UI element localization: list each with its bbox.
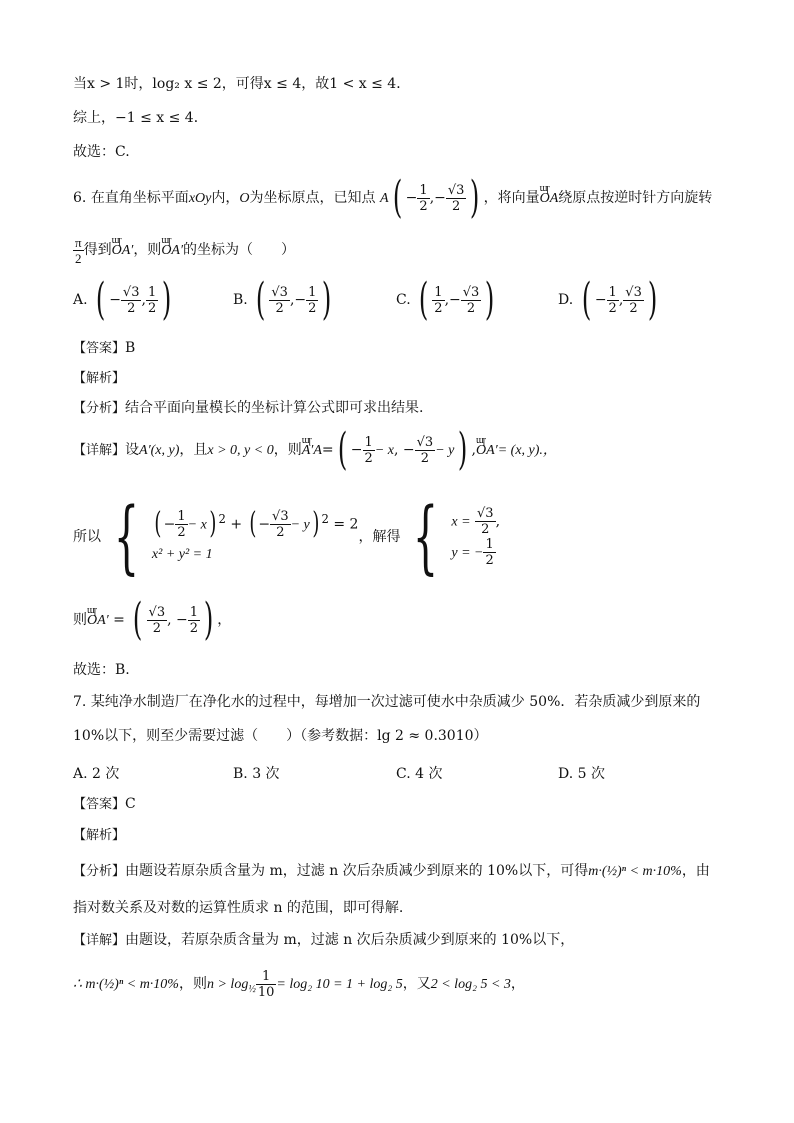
q7-xiangjie-tag: 【详解】 [73, 933, 126, 948]
option-x-frac: $\frac{1}{2}$ [434, 284, 443, 316]
q6-solve-label: ，解得 [358, 529, 401, 545]
q6-point-a-close-paren: ) [470, 172, 480, 223]
q7-analysis-tag: 【解析】 [73, 828, 126, 843]
q7-fenxi-1a: 由题设若原杂质含量为 m，过滤 n 次后杂质减少到原来的 10%以下，可得 [125, 863, 589, 879]
q7-answer-value: C [125, 796, 136, 812]
q6-stem-f: 得到 [83, 242, 112, 258]
q6-sol-x: x = [451, 514, 471, 529]
q6-system-1: ( − $\frac{1}{2}$ − x) $^2$ + ( − $\frac{√3}{2}$ − y) $^2$ = 2 x² + y² = 1 [152, 504, 359, 571]
q6-xiangjie-tag: 【详解】 [73, 443, 126, 458]
q6-oa-prime-eq: = (x, y).， [497, 443, 557, 458]
q7-detail-2e: ，又 [402, 976, 431, 992]
q7-stem-line-2: 10%以下，则至少需要过滤（ ）（参考数据：lg 2 ≈ 0.3010） [73, 728, 488, 744]
q6-result-line: 则ɯɼ OA′ = ( $\frac{√3}{2}$ , − $\frac{1}{2}$ ) ， [73, 598, 231, 643]
q6-system-brace-2: { [413, 490, 439, 583]
q6-final-line: 故选：B. [73, 662, 130, 678]
q6-answer-value: B [125, 340, 136, 356]
q7-detail-2a: ∴ m·(½)ⁿ < m·10% [73, 977, 179, 992]
q6-detail-c: ，则 [273, 442, 302, 458]
q7-analysis-line [73, 825, 125, 846]
q6-vector-oa-prime-2: ɯɼ OA′ [161, 231, 183, 271]
q6-option-c-label: C. [396, 292, 411, 308]
q6-stem-line-2 [73, 230, 295, 271]
q6-solution-system: x = $\frac{√3}{2}$ , y = − $\frac{1}{2}$ [451, 505, 501, 568]
q6-detail-b: ，且 [179, 442, 208, 458]
q7-detail-1: 由题设，若原杂质含量为 m，过滤 n 次后杂质减少到原来的 10%以下， [125, 932, 575, 948]
q7-fenxi-1b: ，由 [681, 863, 710, 879]
q6-result-tail: ， [217, 612, 232, 628]
q6-eq-line-2: x² + y² = 1 [151, 547, 213, 563]
q6-stem-a: 在直角坐标平面 [90, 190, 189, 206]
q6-detail-system-line [73, 490, 501, 583]
option-x-sign: − [109, 292, 121, 308]
q6-stem-d: ，将向量 [483, 190, 540, 206]
q7-detail-2g: ， [510, 976, 525, 992]
q6-origin-o: O [239, 191, 250, 206]
q7-detail-line-1 [73, 930, 574, 951]
q6-vector-aa: ɯɼ A′A [302, 429, 322, 473]
q6-xoy: xOy [188, 191, 212, 206]
q6-stem-b: 内， [211, 190, 240, 206]
q6-condition: x > 0, y < 0 [207, 443, 274, 458]
q7-fenxi-tag: 【分析】 [73, 864, 126, 879]
q7-line1: 某纯净水制造厂在净化水的过程中，每增加一次过滤可使水中杂质减少 50%．若杂质减少到原来的 [90, 694, 701, 710]
q6-analysis-tag: 【解析】 [73, 371, 126, 386]
q6-system-brace-1: { [113, 490, 140, 583]
prev-solution-line-2: 综上，−1 ≤ x ≤ 4． [73, 110, 208, 126]
q6-fenxi-tag: 【分析】 [73, 401, 126, 416]
prev-solution-line-3: 故选：C. [73, 144, 130, 160]
option-x-frac: $\frac{√3}{2}$ [271, 284, 288, 316]
q7-option-b[interactable]: B. 3 次 [233, 766, 280, 782]
q6-angle-frac: $\frac{\pi}{2}$ [75, 234, 82, 266]
q6-stem-h: 的坐标为（ ） [183, 242, 296, 258]
q6-point-a-x-sign: − [405, 190, 418, 206]
q6-detail-a: 设 [125, 442, 140, 458]
q6-point-a: A [379, 191, 389, 206]
option-x-sign: − [594, 292, 607, 308]
option-x-frac: $\frac{√3}{2}$ [122, 284, 140, 316]
q6-point-a-y-frac: $\frac{√3}{2}$ [447, 182, 465, 214]
option-x-frac: $\frac{1}{2}$ [608, 284, 617, 316]
q7-fenxi-line-1 [73, 861, 710, 882]
q6-sol-y: y = − [451, 545, 484, 561]
q6-eq-sign: = [321, 442, 334, 458]
q6-vector-oa-prime-3: ɯɼ OA′ [476, 429, 498, 473]
q6-option-d[interactable]: D. ( − $\frac{1}{2}$ , $\frac{√3}{2}$ ) [558, 274, 658, 325]
q6-answer-tag: 【答案】 [73, 341, 126, 356]
q7-stem-line-1 [73, 692, 700, 712]
q6-analysis-line [73, 368, 125, 389]
option-y-frac: $\frac{√3}{2}$ [625, 284, 642, 316]
option-y-frac: $\frac{1}{2}$ [147, 284, 157, 316]
q7-fenxi-line-2: 指对数关系及对数的运算性质求 n 的范围，即可得解. [73, 900, 404, 916]
q6-detail-line-1: 【详解】设A′(x, y)，且x > 0, y < 0，则ɯɼ A′A=( − $\frac{1}{2}$ − x, − $\frac{√3}{2}$ − y) ,ɯɼ OA′= (x, y).， [73, 428, 557, 473]
q7-fenxi-math: m·(½)ⁿ < m·10% [588, 864, 682, 879]
q6-option-b[interactable]: B. ( $\frac{√3}{2}$ ,− $\frac{1}{2}$ ) [233, 274, 332, 325]
q6-fenxi-text: 结合平面向量模长的坐标计算公式即可求出结果. [125, 400, 424, 416]
q7-detail-2b: ，则 [178, 976, 207, 992]
q6-then-label: 则 [73, 612, 87, 628]
q7-option-a[interactable]: A. 2 次 [73, 766, 120, 782]
q6-number: 6. [73, 190, 87, 206]
prev-solution-line-1: 当x > 1时，log₂ x ≤ 2，可得x ≤ 4，故1 < x ≤ 4． [73, 76, 411, 92]
q6-stem-line-1: 6. 在直角坐标平面xOy内，O为坐标原点，已知点 A( − $\frac{1}{2}$ ,− $\frac{√3}{2}$ ) ，将向量ɯɼ OA绕原点按逆时针方向旋转 [73, 176, 712, 220]
q7-detail-2c: n > log [206, 977, 249, 992]
q7-answer-line [73, 794, 136, 815]
q6-option-a[interactable]: A. ( − $\frac{√3}{2}$ , $\frac{1}{2}$ ) [73, 274, 172, 325]
q7-detail-2d: = log₂ 10 = 1 + log₂ 5 [276, 977, 403, 992]
q6-point-a-open-paren: ( [392, 172, 402, 223]
q6-option-c[interactable]: C. ( $\frac{1}{2}$ ,− $\frac{√3}{2}$ ) [396, 274, 495, 325]
q6-vector-oa-prime: ɯɼ OA′ [112, 231, 134, 271]
q6-vector-oa: ɯɼ OA [540, 179, 559, 219]
q6-so-label: 所以 [73, 529, 101, 545]
q7-option-d[interactable]: D. 5 次 [558, 766, 605, 782]
option-y-frac: $\frac{√3}{2}$ [462, 284, 480, 316]
q6-stem-e: 绕原点按逆时针方向旋转 [558, 190, 713, 206]
q6-answer-line [73, 338, 135, 359]
q7-detail-2f: 2 < log₂ 5 < 3 [430, 977, 511, 992]
q6-stem-c: 为坐标原点，已知点 [249, 190, 376, 206]
q6-a-prime: A′(x, y) [139, 443, 180, 458]
q6-vector-oa-prime-4: ɯɼ OA′ [87, 599, 109, 643]
q6-option-a-label: A. [73, 292, 88, 308]
q6-eq-rhs: = 2 [333, 516, 359, 533]
q6-stem-g: ，则 [133, 242, 162, 258]
q6-point-a-x-frac: $\frac{1}{2}$ [419, 182, 428, 214]
q7-answer-tag: 【答案】 [73, 797, 126, 812]
option-y-sign: − [294, 292, 307, 308]
q6-fenxi-line [73, 398, 423, 419]
q7-detail-line-2: ∴ m·(½)ⁿ < m·10%，则$n > \log_{\frac{1}{2}}$ $\frac{1}{10}$ = log₂ 10 = 1 + log₂ 5，又2 < log₂ 5 < 3， [73, 968, 525, 1000]
q7-option-c[interactable]: C. 4 次 [396, 766, 443, 782]
option-y-sign: − [449, 292, 461, 308]
q6-option-d-label: D. [558, 292, 574, 308]
q7-number: 7. [73, 694, 87, 710]
q6-option-b-label: B. [233, 292, 248, 308]
option-y-frac: $\frac{1}{2}$ [308, 284, 317, 316]
